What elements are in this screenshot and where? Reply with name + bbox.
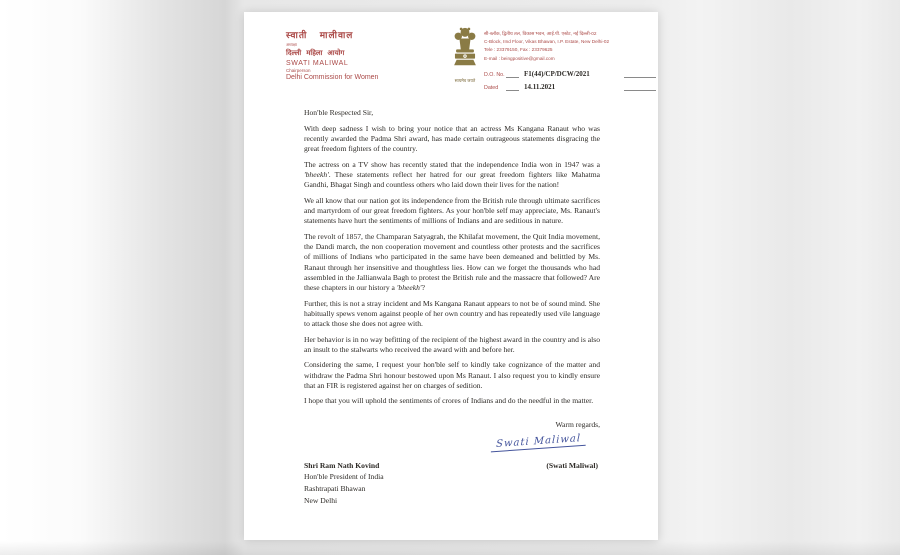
date-row xyxy=(484,83,656,91)
ref-number-label: D.O. No. xyxy=(484,72,505,78)
closing: Warm regards, xyxy=(555,419,600,429)
blank-line xyxy=(506,72,519,78)
recipient-block xyxy=(304,460,384,507)
sender-hindi-designation: अध्यक्षा xyxy=(286,42,297,47)
date-label: Dated xyxy=(484,85,499,91)
sender-org: Delhi Commission for Women xyxy=(286,74,379,81)
blank-line xyxy=(624,85,656,91)
sender-designation: Chairperson xyxy=(286,68,311,73)
date-value: 14.11.2021 xyxy=(524,83,556,91)
ref-number-value: F1(44)/CP/DCW/2021 xyxy=(524,70,590,78)
office-address-hindi: सी-ब्लॉक, द्वितीय तल, विकास भवन, आई.पी. एस्टेट, नई दिल्ली-02 xyxy=(484,31,597,36)
letter-page xyxy=(244,12,658,540)
office-address: C-Block, IInd Floor, Vikas Bhawan, I.P. Estate, New Delhi-02 xyxy=(484,39,610,45)
sender-hindi-org: दिल्ली महिला आयोग xyxy=(286,50,345,57)
paragraph: The revolt of 1857, the Champaran Satyagrah, the Khilafat movement, the Quit India movement, the Dandi march, the non cooperation movement and countless other protests and the sacrifices of millions of Indians who participated in the same have been demeaned and belittled by Ms. Ranaut through her insensitive and thoughtless lies. How can we forget the thousands who had assembled in the Jallianwala Bagh to protest the British rule and the massacre that followed? Are these chapters in our history a 'bheekh'? xyxy=(304,232,600,292)
signature xyxy=(304,432,600,450)
paragraph: The actress on a TV show has recently stated that the independence India won in 1947 was a 'bheekh'. These statements reflect her hatred for our great freedom fighters like Mahatma Gandhi, Bhagat Singh and countless others who laid down their lives for the nation! xyxy=(304,160,600,190)
salutation: Hon'ble Respected Sir, xyxy=(304,108,374,117)
sender-block xyxy=(286,28,378,81)
paragraph: I hope that you will uphold the sentiments of crores of Indians and do the needful in the matter. xyxy=(304,396,594,406)
sender-name: SWATI MALIWAL xyxy=(286,60,349,67)
recipient-line: Rashtrapati Bhawan xyxy=(304,484,366,494)
office-phone-fax: Tele : 23379150, Fax : 23379625 xyxy=(484,47,553,53)
blank-line xyxy=(506,85,519,91)
office-address-block xyxy=(484,30,656,63)
recipient-name: Shri Ram Nath Kovind xyxy=(304,460,380,470)
national-emblem-icon xyxy=(447,59,483,76)
signoff-row xyxy=(304,460,600,507)
blank-line xyxy=(624,72,656,78)
emblem-motto: सत्यमेव जयते xyxy=(454,78,476,83)
paragraph: Further, this is not a stray incident and Ms Kangana Ranaut appears to not be of sound mind. She habitually spews venom against people of her own country and has repeatedly used vile language to attack those she does not agree with. xyxy=(304,298,600,328)
signature-typed-name: (Swati Maliwal) xyxy=(546,460,598,470)
sender-hindi-name: स्वाती मालीवाल xyxy=(286,30,354,40)
ref-number-row xyxy=(484,70,656,78)
office-email: E-mail : beingpositive@gmail.com xyxy=(484,55,555,61)
letter-body xyxy=(304,108,600,507)
paragraph: Considering the same, I request your hon'ble self to kindly take cognizance of the matter and withdraw the Padma Shri honour bestowed upon Ms Ranaut. I also request you to kindly ensure that an FIR is registered against her on charges of sedition. xyxy=(304,360,600,390)
recipient-line: Hon'ble President of India xyxy=(304,472,384,482)
recipient-line: New Delhi xyxy=(304,495,338,505)
paragraph: Her behavior is in no way befitting of the recipient of the highest award in the country and is also an insult to the stalwarts who received the award with and before her. xyxy=(304,334,600,354)
reference-block xyxy=(484,70,656,96)
paragraph: With deep sadness I wish to bring your notice that an actress Ms Kangana Ranaut who was recently awarded the Padma Shri award, has made certain outrageous statements disgracing the great freedom fighters of the country. xyxy=(304,124,600,154)
paragraph: We all know that our nation got its independence from the British rule through ultimate sacrifices and martyrdom of our great freedom fighters. As your hon'ble self may appreciate, Ms. Ranaut's statements have hurt the sentiments of millions of Indians and are seditious in nature. xyxy=(304,196,600,226)
signature-handwritten: Swati Maliwal xyxy=(491,432,586,452)
